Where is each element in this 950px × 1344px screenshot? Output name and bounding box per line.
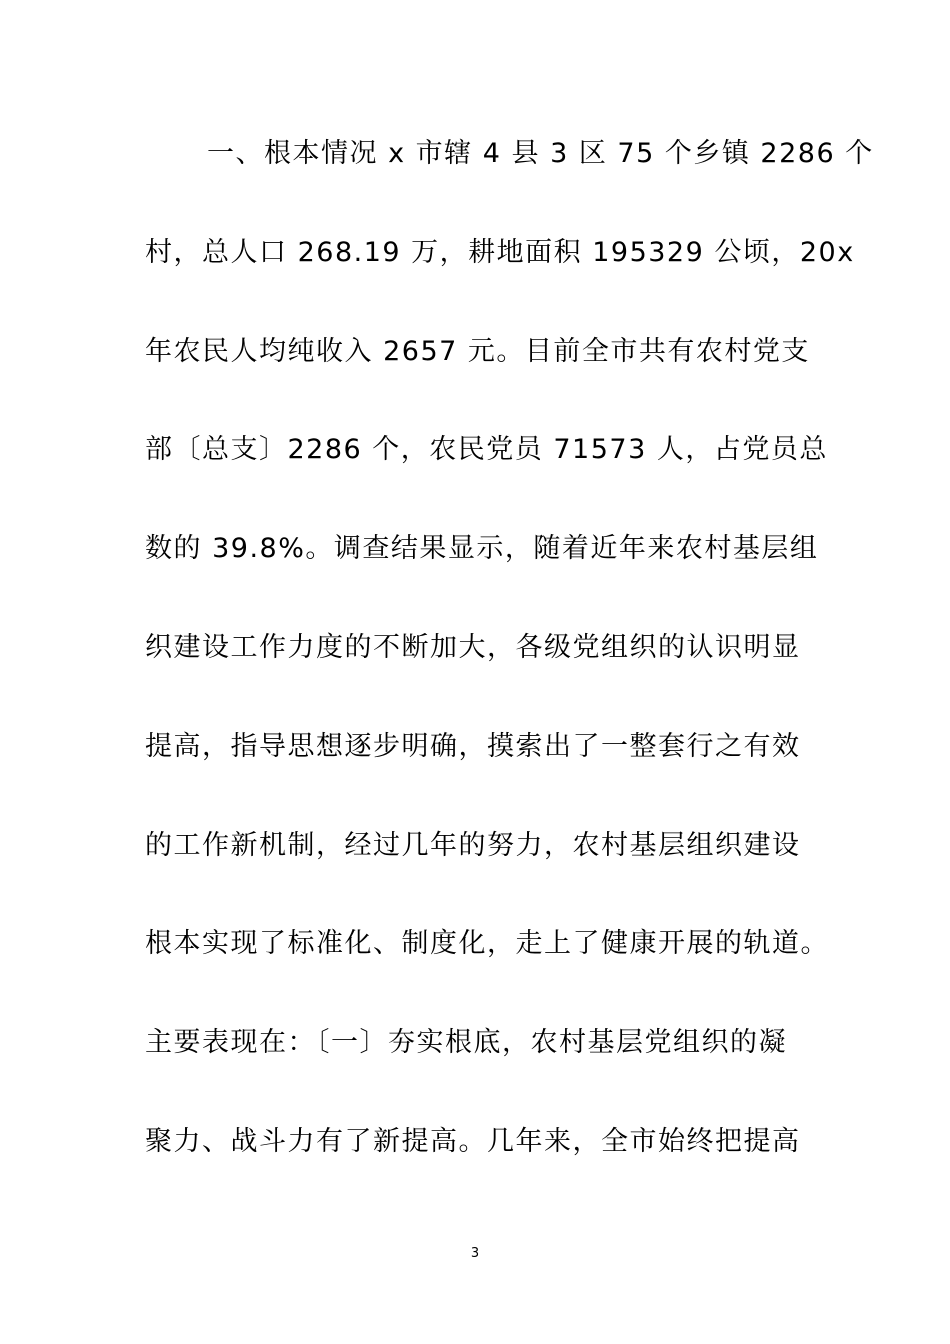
body-paragraph (145, 129, 874, 1216)
paragraph-line: 部〔总支〕2286 个，农民党员 71573 人，占党员总 (145, 434, 828, 466)
paragraph-line: 一、根本情况 x 市辖 4 县 3 区 75 个乡镇 2286 个 (207, 138, 874, 169)
paragraph-line: 提高，指导思想逐步明确，摸索出了一整套行之有效 (145, 730, 801, 762)
paragraph-line: 根本实现了标准化、制度化，走上了健康开展的轨道。 (145, 928, 829, 960)
paragraph-line: 主要表现在：〔一〕夯实根底，农村基层党组织的凝 (145, 1027, 787, 1059)
page-number: 3 (470, 1246, 480, 1261)
paragraph-line: 村，总人口 268.19 万，耕地面积 195329 公顷，20x (145, 236, 855, 268)
paragraph-line: 织建设工作力度的不断加大，各级党组织的认识明显 (145, 631, 801, 663)
paragraph-line: 聚力、战斗力有了新提高。几年来，全市始终把提高 (145, 1125, 801, 1157)
paragraph-line: 年农民人均纯收入 2657 元。目前全市共有农村党支 (145, 335, 810, 367)
paragraph-line: 数的 39.8%。调查结果显示，随着近年来农村基层组 (145, 533, 819, 565)
paragraph-line: 的工作新机制，经过几年的努力，农村基层组织建设 (145, 829, 801, 861)
